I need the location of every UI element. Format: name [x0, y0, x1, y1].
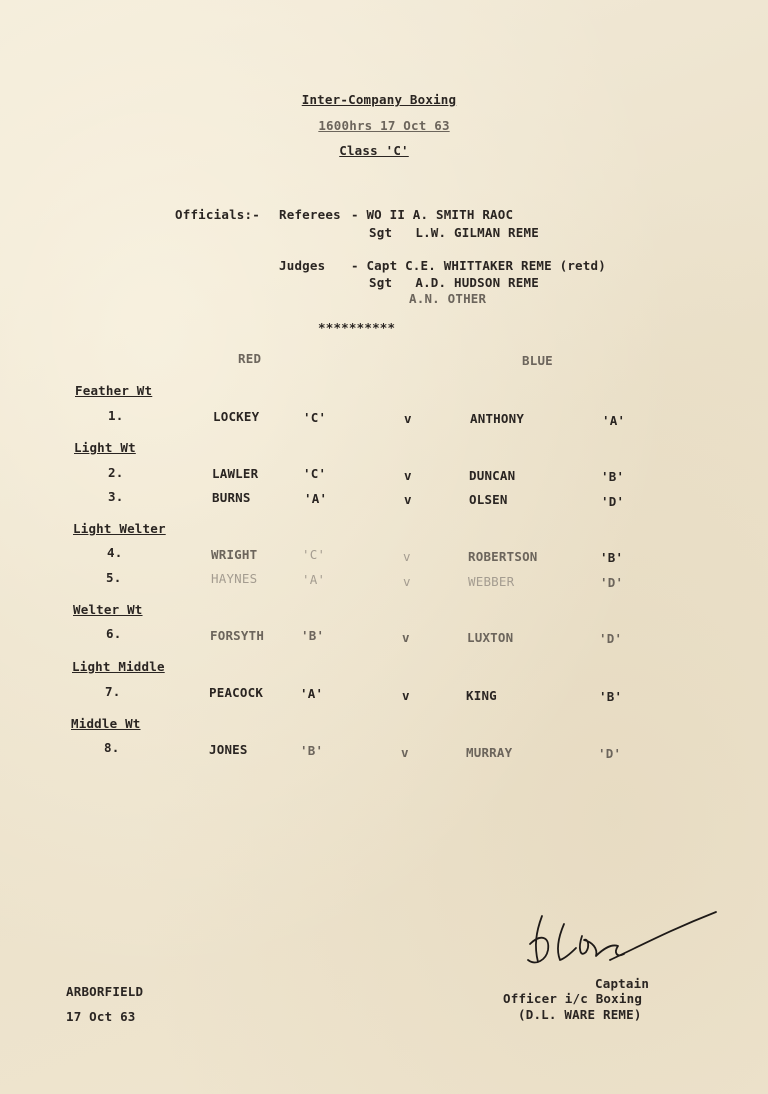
versus: v [404, 468, 412, 483]
referee-2: Sgt L.W. GILMAN REME [369, 225, 539, 240]
judge-2: Sgt A.D. HUDSON REME [369, 275, 539, 290]
blue-company: 'D' [599, 631, 623, 646]
blue-corner-header: BLUE [522, 353, 553, 368]
bout-number: 8. [104, 740, 120, 755]
red-company: 'A' [304, 491, 328, 506]
red-corner-header: RED [238, 351, 262, 366]
event-datetime: 1600hrs 17 Oct 63 [318, 118, 450, 133]
red-company: 'B' [300, 743, 324, 758]
red-company: 'A' [300, 686, 324, 701]
bout-number: 3. [108, 489, 124, 504]
blue-boxer: DUNCAN [469, 468, 516, 483]
blue-boxer: KING [466, 688, 497, 703]
bout-number: 1. [108, 408, 124, 423]
blue-company: 'D' [600, 575, 624, 590]
handwritten-signature [520, 908, 720, 978]
versus: v [403, 574, 411, 589]
judges-label: Judges [279, 258, 326, 273]
red-boxer: HAYNES [211, 571, 258, 586]
blue-company: 'D' [598, 746, 622, 761]
division-heading: Light Middle [72, 659, 165, 674]
blue-company: 'B' [601, 469, 625, 484]
bout-number: 5. [106, 570, 122, 585]
blue-boxer: LUXTON [467, 630, 514, 645]
judge-1: - Capt C.E. WHITTAKER REME (retd) [351, 258, 606, 273]
division-heading: Middle Wt [71, 716, 141, 731]
red-company: 'B' [301, 628, 325, 643]
division-heading: Light Wt [74, 440, 136, 455]
document-date: 17 Oct 63 [66, 1009, 136, 1024]
signatory-rank: Captain [595, 976, 650, 991]
bout-number: 4. [107, 545, 123, 560]
blue-boxer: OLSEN [469, 492, 508, 507]
officials-label: Officials:- [175, 207, 260, 222]
bout-number: 6. [106, 626, 122, 641]
red-boxer: FORSYTH [210, 628, 265, 643]
divider-stars: ********** [318, 320, 396, 335]
bout-number: 2. [108, 465, 124, 480]
red-company: 'C' [303, 410, 327, 425]
red-boxer: LAWLER [212, 466, 259, 481]
versus: v [403, 549, 411, 564]
referee-1: - WO II A. SMITH RAOC [351, 207, 514, 222]
location: ARBORFIELD [66, 984, 144, 999]
red-company: 'C' [302, 547, 326, 562]
division-heading: Light Welter [73, 521, 166, 536]
versus: v [402, 688, 410, 703]
signatory-role: Officer i/c Boxing [503, 991, 643, 1006]
red-company: 'C' [303, 466, 327, 481]
blue-boxer: WEBBER [468, 574, 515, 589]
red-boxer: PEACOCK [209, 685, 264, 700]
blue-company: 'D' [601, 494, 625, 509]
class-label: Class 'C' [339, 143, 409, 158]
blue-boxer: MURRAY [466, 745, 513, 760]
blue-company: 'B' [599, 689, 623, 704]
referees-label: Referees [279, 207, 341, 222]
bout-number: 7. [105, 684, 121, 699]
division-heading: Feather Wt [75, 383, 153, 398]
blue-boxer: ROBERTSON [468, 549, 538, 564]
versus: v [401, 745, 409, 760]
division-heading: Welter Wt [73, 602, 143, 617]
red-company: 'A' [302, 572, 326, 587]
judge-3: A.N. OTHER [409, 291, 487, 306]
blue-company: 'A' [602, 413, 626, 428]
red-boxer: JONES [209, 742, 248, 757]
versus: v [402, 630, 410, 645]
signatory-name: (D.L. WARE REME) [518, 1007, 642, 1022]
document-title: Inter-Company Boxing [301, 92, 457, 107]
blue-boxer: ANTHONY [470, 411, 525, 426]
red-boxer: LOCKEY [213, 409, 260, 424]
versus: v [404, 492, 412, 507]
red-boxer: WRIGHT [211, 547, 258, 562]
blue-company: 'B' [600, 550, 624, 565]
red-boxer: BURNS [212, 490, 251, 505]
versus: v [404, 411, 412, 426]
